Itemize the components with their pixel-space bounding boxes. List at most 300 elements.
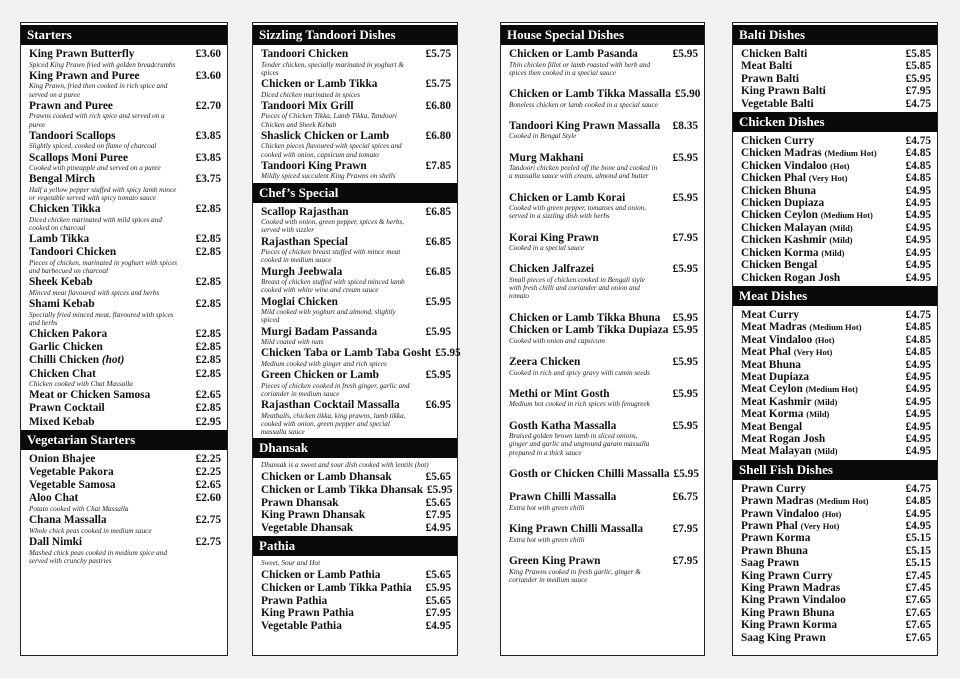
- menu-section-meat-dishes: [733, 286, 937, 458]
- dish-name: [741, 259, 817, 271]
- dish-price: £4.95: [905, 370, 931, 383]
- menu-item-row: [741, 309, 931, 321]
- menu-item: [501, 232, 704, 253]
- dish-name-text: Green King Prawn: [509, 554, 601, 567]
- menu-item-row: [261, 347, 461, 360]
- dish-name: [29, 416, 95, 429]
- menu-item: [733, 60, 937, 72]
- dish-price: £2.85: [195, 298, 221, 311]
- dish-name: [741, 60, 792, 72]
- dish-price: £5.95: [672, 419, 698, 432]
- menu-item: [733, 85, 937, 97]
- menu-item-row: [741, 582, 931, 594]
- dish-description: Slightly spiced, cooked on flame of charcoal: [29, 142, 157, 151]
- dish-name-text: Scallops Moni Puree: [29, 151, 128, 164]
- dish-description: Pieces of chicken breast stuffed with mince meat cooked in medium sauce: [261, 248, 401, 265]
- section-heading: House Special Dishes: [501, 25, 704, 45]
- dish-price: £5.95: [673, 467, 699, 480]
- dish-name: [509, 312, 660, 325]
- menu-item-row: [741, 160, 931, 172]
- menu-column-2: [252, 22, 461, 656]
- dish-price: £5.95: [425, 295, 451, 308]
- menu-item-row: [261, 522, 451, 535]
- dish-price: £5.65: [425, 496, 451, 509]
- dish-name-text: Meat Malayan: [741, 445, 812, 458]
- dish-description: Tender chicken, specially marinated in yoghurt & spices: [261, 60, 404, 77]
- menu-item-row: [29, 368, 221, 381]
- dish-name-text: Chicken or Lamb Tikka Dhansak: [261, 483, 423, 496]
- dish-name: [509, 468, 669, 481]
- section-heading: Sizzling Tandoori Dishes: [253, 25, 457, 45]
- heat-note: (hot): [101, 354, 125, 367]
- dish-name: [29, 130, 116, 143]
- dish-name: [741, 371, 809, 383]
- dish-name-text: King Prawn Madras: [741, 582, 841, 595]
- dish-price: £7.95: [425, 607, 451, 620]
- dish-name-text: Lamb Tikka: [29, 233, 90, 246]
- dish-name-text: Vegetable Dhansak: [261, 521, 354, 534]
- menu-item-row: [741, 197, 931, 209]
- menu-item-row: [261, 509, 451, 522]
- dish-price: £5.65: [425, 471, 451, 484]
- menu-item-row: [741, 321, 931, 333]
- dish-name: [261, 369, 379, 382]
- dish-name: [509, 388, 610, 401]
- dish-price: £4.75: [905, 135, 931, 148]
- dish-name: [741, 160, 850, 172]
- dish-name: [261, 326, 377, 339]
- menu-item: [253, 369, 457, 398]
- dish-description: Cooked with green pepper, tomatoes and onion, served in a sizzling dish with herbs: [509, 204, 647, 221]
- heat-note: (Hot): [815, 334, 835, 345]
- menu-item: [733, 334, 937, 346]
- heat-note: (Very Hot): [800, 521, 840, 531]
- dish-price: £5.65: [425, 594, 451, 607]
- dish-price: £4.95: [905, 383, 931, 396]
- dish-price: £5.95: [905, 72, 931, 85]
- menu-item-row: [29, 492, 221, 505]
- dish-price: £4.85: [905, 159, 931, 172]
- menu-item: [733, 209, 937, 221]
- dish-name: [741, 619, 837, 631]
- menu-item-row: [741, 408, 931, 420]
- menu-item-row: [29, 70, 221, 83]
- dish-name-text: Chicken or Lamb Dhansak: [261, 471, 392, 484]
- dish-name-text: Tandoori King Prawn Massalla: [509, 119, 661, 132]
- heat-note: (Medium Hot): [809, 322, 862, 333]
- dish-name-text: Methi or Mint Gosth: [509, 387, 610, 400]
- menu-item: [733, 495, 937, 507]
- dish-price: £4.95: [905, 432, 931, 445]
- dish-price: £7.95: [672, 554, 698, 567]
- heat-note: (Medium Hot): [820, 210, 873, 221]
- dish-name: [261, 595, 327, 608]
- menu-item-row: [29, 173, 221, 186]
- dish-name: [29, 246, 116, 259]
- menu-item: [21, 152, 227, 173]
- menu-item: [733, 73, 937, 85]
- menu-item: [733, 185, 937, 197]
- menu-item: [733, 160, 937, 172]
- dish-description: Tandoori chicken peeled off the bone and cooked in a massalla sauce with cream, almond and butter: [509, 164, 658, 181]
- dish-name-text: King Prawn Korma: [741, 619, 838, 632]
- dish-price: £5.95: [425, 325, 451, 338]
- dish-price: £3.75: [195, 173, 221, 186]
- dish-name: [741, 508, 841, 520]
- dish-name-text: King Prawn Balti: [741, 85, 826, 98]
- dish-description: Diced chicken marinated with mild spices and cooked on charcoal: [29, 215, 162, 233]
- dish-name: [741, 172, 847, 184]
- menu-item-row: [741, 607, 931, 619]
- dish-name-text: Chilli Chicken: [29, 354, 99, 367]
- menu-item: [733, 445, 937, 457]
- dish-name-text: Mixed Kebab: [29, 415, 95, 428]
- dish-name-text: Prawn Phal: [741, 520, 798, 532]
- dish-price: £4.95: [425, 619, 451, 632]
- menu-item-row: [509, 555, 698, 568]
- dish-price: £2.25: [195, 466, 221, 479]
- dish-description: Cooked with pineapple and served on a puree: [29, 164, 161, 173]
- menu-item: [21, 203, 227, 232]
- dish-name-text: Chicken Dupiaza: [741, 197, 825, 210]
- dish-name-text: Chicken Curry: [741, 135, 815, 148]
- dish-price: £4.95: [905, 420, 931, 433]
- dish-name: [29, 70, 140, 83]
- menu-item: [21, 416, 227, 429]
- menu-column-1: [20, 22, 228, 656]
- dish-price: £7.45: [905, 569, 931, 582]
- dish-name-text: Prawn Vindaloo: [741, 507, 820, 520]
- dish-name: [741, 73, 799, 85]
- menu-item-row: [509, 48, 698, 61]
- dish-price: £2.25: [195, 453, 221, 466]
- menu-item-row: [261, 484, 451, 497]
- menu-item-row: [741, 445, 931, 457]
- menu-item: [253, 236, 457, 265]
- menu-item: [21, 492, 227, 513]
- dish-name: [261, 522, 353, 535]
- menu-item-row: [741, 259, 931, 271]
- menu-section-shell-fish-dishes: [733, 460, 937, 644]
- dish-description: Prawns cooked with rich spice and served on a puree: [29, 112, 165, 129]
- menu-item: [501, 468, 704, 481]
- dish-name: [509, 48, 638, 61]
- dish-name: [29, 368, 96, 381]
- dish-price: £5.95: [672, 191, 698, 204]
- menu-item: [21, 48, 227, 69]
- menu-section-sizzling-tandoori-dishes: [253, 25, 457, 181]
- dish-name-text: Sheek Kebab: [29, 276, 93, 289]
- menu-item-row: [261, 569, 451, 582]
- dish-name: [261, 296, 338, 309]
- dish-name-text: Prawn Curry: [741, 482, 806, 495]
- menu-item-row: [741, 147, 931, 159]
- dish-price: £5.95: [672, 151, 698, 164]
- menu-item: [253, 48, 457, 77]
- menu-item-row: [509, 232, 698, 245]
- menu-item: [253, 399, 457, 436]
- menu-item-row: [741, 209, 931, 221]
- menu-item: [733, 346, 937, 358]
- dish-name-text: Chicken Rogan Josh: [741, 271, 841, 284]
- menu-item-row: [741, 433, 931, 445]
- dish-name: [29, 453, 95, 466]
- dish-name: [29, 536, 82, 549]
- menu-item: [253, 160, 457, 181]
- dish-name-text: Saag Prawn: [741, 557, 800, 570]
- dish-name-text: Chicken or Lamb Tikka Massalla: [509, 88, 671, 100]
- menu-item: [501, 324, 704, 345]
- dish-name-text: Meat Bhuna: [741, 358, 801, 371]
- menu-item: [501, 152, 704, 181]
- menu-item: [733, 247, 937, 259]
- section-heading: Vegetarian Starters: [21, 430, 227, 450]
- menu-item-row: [741, 48, 931, 60]
- dish-name: [741, 321, 862, 333]
- menu-item: [253, 522, 457, 535]
- section-heading: Chicken Dishes: [733, 112, 937, 132]
- menu-item-row: [29, 416, 221, 429]
- section-heading: Shell Fish Dishes: [733, 460, 937, 480]
- dish-name: [261, 620, 342, 633]
- dish-name: [741, 185, 816, 197]
- dish-name-text: Prawn Balti: [741, 72, 800, 85]
- dish-price: £2.95: [195, 415, 221, 428]
- dish-name: [509, 120, 660, 133]
- dish-name: [261, 607, 354, 620]
- dish-name: [741, 247, 844, 259]
- dish-name: [741, 334, 834, 346]
- dish-name: [261, 497, 339, 510]
- dish-description: Medium cooked with ginger and rich spices: [261, 359, 387, 368]
- dish-name-text: King Prawn Butterfly: [29, 48, 135, 60]
- dish-name-text: Chicken or Lamb Pathia: [261, 569, 381, 582]
- menu-item: [253, 509, 457, 522]
- menu-item: [21, 453, 227, 466]
- menu-item: [253, 471, 457, 484]
- dish-name: [741, 85, 826, 97]
- dish-price: £2.85: [195, 246, 221, 259]
- dish-price: £4.95: [425, 521, 451, 534]
- dish-price: £4.95: [905, 184, 931, 197]
- dish-price: £3.60: [195, 48, 221, 60]
- dish-name-text: Murgi Badam Passanda: [261, 325, 378, 338]
- dish-name: [741, 632, 826, 644]
- dish-description: King Prawn, fried then cooked in rich spice and served on a puree: [29, 82, 168, 99]
- menu-item-row: [29, 514, 221, 527]
- heat-note: (Medium Hot): [824, 148, 877, 159]
- menu-item: [21, 354, 227, 367]
- dish-price: £4.95: [905, 358, 931, 371]
- dish-name: [741, 582, 840, 594]
- dish-name-text: Bengal Mirch: [29, 173, 95, 186]
- menu-item: [733, 359, 937, 371]
- dish-name: [741, 383, 858, 395]
- dish-price: £7.65: [905, 631, 931, 644]
- dish-name: [741, 272, 840, 284]
- dish-name-text: Chicken Madras: [741, 147, 822, 160]
- menu-item-row: [509, 420, 698, 433]
- dish-price: £5.15: [905, 557, 931, 570]
- dish-name-text: Rajasthan Cocktail Massalla: [261, 399, 400, 412]
- menu-item-row: [261, 607, 451, 620]
- menu-item-row: [261, 326, 451, 339]
- menu-item: [733, 147, 937, 159]
- dish-description: Cooked with onion, green pepper, spices & herbs, served with sizzler: [261, 218, 405, 235]
- menu-item: [253, 607, 457, 620]
- dish-description: Extra hot with green chilli: [509, 503, 585, 512]
- menu-item-row: [29, 479, 221, 492]
- dish-name-text: Prawn Madras: [741, 495, 814, 508]
- menu-item-row: [741, 495, 931, 507]
- dish-name-text: Chicken Ceylon: [741, 209, 818, 222]
- dish-price: £4.85: [905, 495, 931, 508]
- dish-price: £2.60: [195, 492, 221, 505]
- menu-item: [253, 620, 457, 633]
- dish-name: [29, 48, 134, 61]
- menu-item: [501, 192, 704, 221]
- dish-name: [261, 484, 423, 497]
- dish-name-text: Dall Nimki: [29, 536, 83, 549]
- dish-name: [261, 347, 431, 360]
- dish-price: £2.85: [195, 402, 221, 415]
- dish-name-text: Prawn and Puree: [29, 99, 113, 112]
- menu-item-row: [261, 582, 451, 595]
- dish-price: £4.75: [905, 97, 931, 110]
- dish-name: [741, 545, 808, 557]
- menu-item-row: [29, 130, 221, 143]
- menu-item-row: [261, 130, 451, 143]
- menu-section-vegetarian-starters: [21, 430, 227, 565]
- menu-item: [21, 298, 227, 327]
- menu-item: [733, 570, 937, 582]
- menu-item: [733, 594, 937, 606]
- menu-item-row: [741, 594, 931, 606]
- dish-description: Boneless chicken or lamb cooked in a special sauce: [509, 100, 658, 109]
- dish-price: £4.85: [905, 321, 931, 334]
- menu-column-4: [732, 22, 938, 656]
- dish-name-text: Prawn Dhansak: [261, 496, 339, 509]
- dish-name: [29, 466, 114, 479]
- dish-name-text: Chicken Tikka: [29, 203, 101, 216]
- menu-item-row: [741, 619, 931, 631]
- heat-note: (Hot): [830, 160, 850, 171]
- dish-description: Pieces of chicken cooked in fresh ginger, garlic and coriander in medium sauce: [261, 381, 410, 398]
- dish-price: £4.75: [905, 308, 931, 321]
- dish-price: £2.75: [195, 536, 221, 549]
- menu-item: [253, 347, 461, 368]
- dish-name-text: Scallop Rajasthan: [261, 205, 349, 218]
- dish-price: £8.35: [672, 119, 698, 132]
- dish-price: £2.85: [195, 354, 221, 367]
- dish-description: Whole chick peas cooked in medium sauce: [29, 526, 152, 535]
- dish-name: [741, 359, 801, 371]
- dish-name-text: Chicken Vindaloo: [741, 159, 828, 172]
- dish-description: Mild coated with nuts: [261, 338, 324, 347]
- dish-name: [741, 532, 810, 544]
- dish-name: [29, 479, 116, 492]
- dish-name: [29, 173, 95, 186]
- dish-name-text: Chicken or Lamb Pasanda: [509, 48, 638, 60]
- dish-name: [741, 147, 877, 159]
- heat-note: (Very Hot): [808, 173, 848, 184]
- menu-item-row: [509, 152, 698, 165]
- dish-name: [741, 408, 829, 420]
- dish-name: [741, 445, 838, 457]
- dish-price: £4.95: [905, 259, 931, 272]
- dish-name-text: Chicken Bengal: [741, 259, 818, 272]
- dish-name: [741, 483, 806, 495]
- menu-item-row: [741, 570, 931, 582]
- heat-note: (Mild): [821, 247, 845, 258]
- dish-name: [29, 341, 103, 354]
- menu-item: [21, 402, 227, 415]
- dish-name: [509, 263, 594, 276]
- menu-item-row: [741, 483, 931, 495]
- menu-section-balti-dishes: [733, 25, 937, 110]
- dish-description: Mashed chick peas cooked in medium spice and served with crunchy pastries: [29, 548, 167, 565]
- menu-section-chicken-dishes: [733, 112, 937, 284]
- menu-item-row: [261, 369, 451, 382]
- dish-price: £6.85: [425, 205, 451, 218]
- dish-price: £4.85: [905, 147, 931, 160]
- menu-item-row: [741, 545, 931, 557]
- menu-item-row: [741, 172, 931, 184]
- heat-note: (Mild): [829, 235, 853, 246]
- menu-item: [21, 328, 227, 341]
- dish-name-text: Meat Kashmir: [741, 395, 812, 408]
- menu-item: [733, 582, 937, 594]
- dish-name-text: Meat Dupiaza: [741, 370, 810, 383]
- dish-name-text: King Prawn Pathia: [261, 607, 354, 620]
- menu-item: [733, 309, 937, 321]
- menu-item: [733, 383, 937, 395]
- section-heading: Chef’s Special: [253, 183, 457, 203]
- dish-price: £5.95: [672, 311, 698, 324]
- dish-name-text: Murgh Jeebwala: [261, 265, 343, 278]
- menu-item-row: [29, 453, 221, 466]
- dish-description: Extra hot with green chilli: [509, 535, 585, 544]
- menu-item: [253, 266, 457, 295]
- dish-price: £5.95: [672, 355, 698, 368]
- section-heading: Pathia: [253, 536, 457, 556]
- dish-price: £7.65: [905, 619, 931, 632]
- menu-item: [253, 595, 457, 608]
- menu-item: [733, 483, 937, 495]
- dish-price: £5.95: [672, 387, 698, 400]
- dish-name-text: King Prawn Chilli Massalla: [509, 523, 644, 536]
- dish-name: [261, 206, 349, 219]
- dish-name-text: Chicken or Lamb Tikka Pathia: [261, 581, 412, 594]
- menu-item-row: [261, 266, 451, 279]
- menu-item: [253, 78, 457, 99]
- dish-name: [741, 234, 852, 246]
- dish-name-text: Meat Curry: [741, 308, 800, 321]
- dish-name-text: Chicken or Lamb Tikka Bhuna: [509, 311, 661, 324]
- menu-item-row: [741, 359, 931, 371]
- dish-name-text: Chicken or Lamb Korai: [509, 191, 626, 204]
- menu-item: [733, 421, 937, 433]
- dish-description: Cooked with onion and capsicum: [509, 336, 605, 345]
- dish-name-text: Shami Kebab: [29, 298, 95, 311]
- dish-name-text: Vegetable Samosa: [29, 479, 116, 492]
- menu-item-row: [741, 396, 931, 408]
- dish-name-text: Vegetable Pakora: [29, 466, 114, 479]
- dish-name: [741, 520, 839, 532]
- dish-price: £4.75: [905, 482, 931, 495]
- dish-name-text: Chicken Malayan: [741, 221, 827, 234]
- menu-item: [733, 222, 937, 234]
